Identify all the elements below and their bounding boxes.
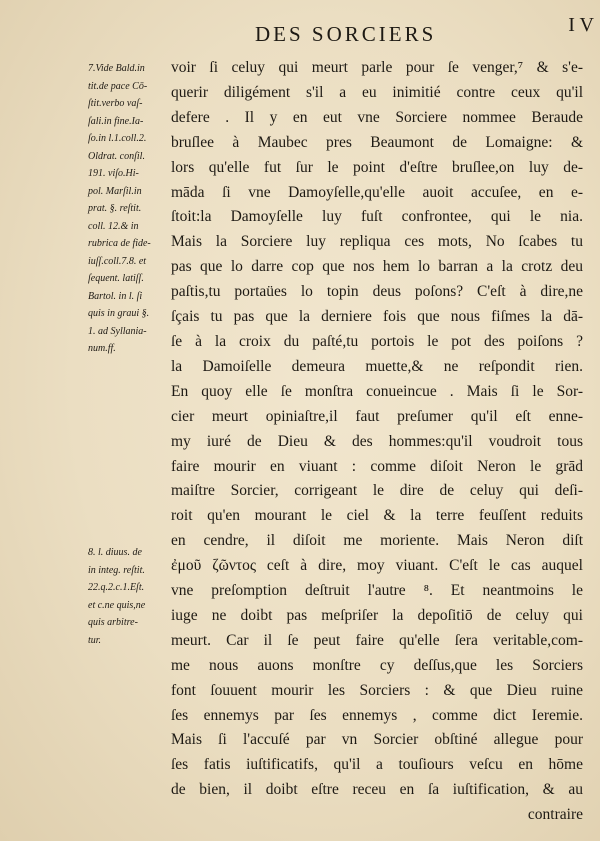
margin-note-line: tit.de pace Cō- xyxy=(88,80,148,92)
text-line: de bien, il doibt eſtre receu en ſa iuſtification, & au xyxy=(171,781,583,799)
text-line: iuge ne doibt pas meſpriſer la depoſitiō de celuy qui xyxy=(171,606,583,624)
text-line: pas que lo darre cop que nos hem lo barran a la crotz deu xyxy=(171,258,583,276)
margin-note-line: et c.ne quis,ne xyxy=(88,599,146,611)
text-line: font ſouuent mourir les Sorciers : & que Dieu ruine xyxy=(171,681,583,699)
text-line: defere . Il y en eut vne Sorciere nommee Beraude xyxy=(171,108,583,126)
margin-note-line: ſo.in l.1.coll.2. xyxy=(88,133,147,144)
margin-note-line: rubrica de fide- xyxy=(88,238,151,249)
text-line: querir diligément s'il a eu inimitié contre ceux qu'il xyxy=(171,83,583,101)
margin-note-line: ſtit.verbo vaſ- xyxy=(88,98,143,109)
margin-note-line: 1. ad Syllania- xyxy=(88,325,147,337)
margin-note-line: 22.q.2.c.1.Eſt. xyxy=(88,582,145,593)
text-line: paſtis,tu portaües lo topin deus poſons? C'eſt à dire,ne xyxy=(171,283,583,301)
running-header: DES SORCIERS xyxy=(255,22,437,46)
margin-note-line: prat. §. reſtit. xyxy=(88,203,142,214)
text-line: maiſtre Sorcier, corrigeant le dire de celuy qui deſi- xyxy=(171,482,583,500)
margin-note-line: pol. Marſil.in xyxy=(88,185,142,197)
margin-note-line: 191. viſo.Hi- xyxy=(88,168,139,179)
text-line: en cendre, il diſoit me moriente. Mais Neron diſt xyxy=(171,532,583,550)
text-line: meurt. Car il ſe peut faire qu'elle ſera veritable,com- xyxy=(171,631,583,649)
margin-note-line: coll. 12.& in xyxy=(88,220,139,232)
margin-note-line: 7.Vide Bald.in xyxy=(88,63,145,74)
catchword: contraire xyxy=(527,806,583,824)
margin-note-line: iuſſ.coll.7.8. et xyxy=(88,255,147,267)
text-line: ſtoit:la Damoyſelle luy fuſt confrontee, qui le nia. xyxy=(171,208,583,226)
text-line: En quoy elle ſe monſtra conueincue . Mais ſi le Sor- xyxy=(171,382,583,400)
text-line: ſes ennemys par ſes ennemys , comme dict Ieremie. xyxy=(171,706,583,724)
text-line: ἐμοῦ ζῶντος ceſt à dire, moy viuant. C'eſt le cas auquel xyxy=(171,557,583,575)
text-line: ſçais tu pas que la derniere fois que nous fiſmes la dā- xyxy=(171,308,583,326)
text-line: my iuré de Dieu & des hommes:qu'il voudroit tous xyxy=(171,432,583,450)
text-line: roit qu'en mourant le ciel & la terre feuſſent reduits xyxy=(171,507,583,525)
text-line: me nous auons monſtre cy deſſus,que les Sorciers xyxy=(171,656,583,674)
margin-note-line: in integ. reſtit. xyxy=(88,564,145,576)
text-line: māda ſi vne Damoyſelle,qu'elle auoit accuſee, en e- xyxy=(171,183,583,201)
margin-note-line: Oldrat. conſil. xyxy=(88,150,145,162)
margin-note-line: ſali.in fine.Ia- xyxy=(88,115,144,127)
text-line: vne preſomption deſtruit l'autre ⁸. Et neantmoins le xyxy=(171,582,583,600)
margin-note-line: num.ff. xyxy=(88,343,116,354)
text-line: bruſlee à Maubec pres Beaumont de Lomaigne: & xyxy=(171,133,583,151)
text-line: lors qu'elle fut ſur le point d'eſtre bruſlee,on luy de- xyxy=(171,158,583,176)
text-line: Mais la Sorciere luy repliqua ces mots, No ſcabes tu xyxy=(171,233,583,251)
margin-note-7 xyxy=(88,60,168,358)
margin-note-line: 8. l. diuus. de xyxy=(88,547,142,558)
margin-note-line: Bartol. in l. ſi xyxy=(88,290,143,302)
margin-note-line: tur. xyxy=(88,634,102,646)
text-line: ſes fatis iuſtificatifs, qu'il a touſiours veſcu en hōme xyxy=(171,756,583,774)
page-fold-mark: I V xyxy=(568,14,594,36)
margin-note-line: quis in graui §. xyxy=(88,308,150,319)
text-line: Mais ſi l'accuſé par vn Sorcier obſtiné allegue pour xyxy=(171,731,583,749)
margin-note-line: ſequent. latiſſ. xyxy=(88,273,144,284)
body-text xyxy=(171,56,583,828)
margin-note-line: quis arbitre- xyxy=(88,617,138,628)
text-line: la Damoiſelle demeura muette,& ne reſpondit rien. xyxy=(171,357,583,375)
text-line: faire mourir en viuant : comme diſoit Neron le grād xyxy=(171,457,583,475)
text-line: voir ſi celuy qui meurt parle pour ſe venger,⁷ & s'e- xyxy=(171,59,583,76)
text-line: cier meurt opiniaſtre,il faut preſumer qu'il eſt enne- xyxy=(171,407,583,425)
margin-note-8 xyxy=(88,544,168,649)
text-line: ſe à la croix du paſté,tu portois le pot des poiſons ? xyxy=(171,332,583,350)
